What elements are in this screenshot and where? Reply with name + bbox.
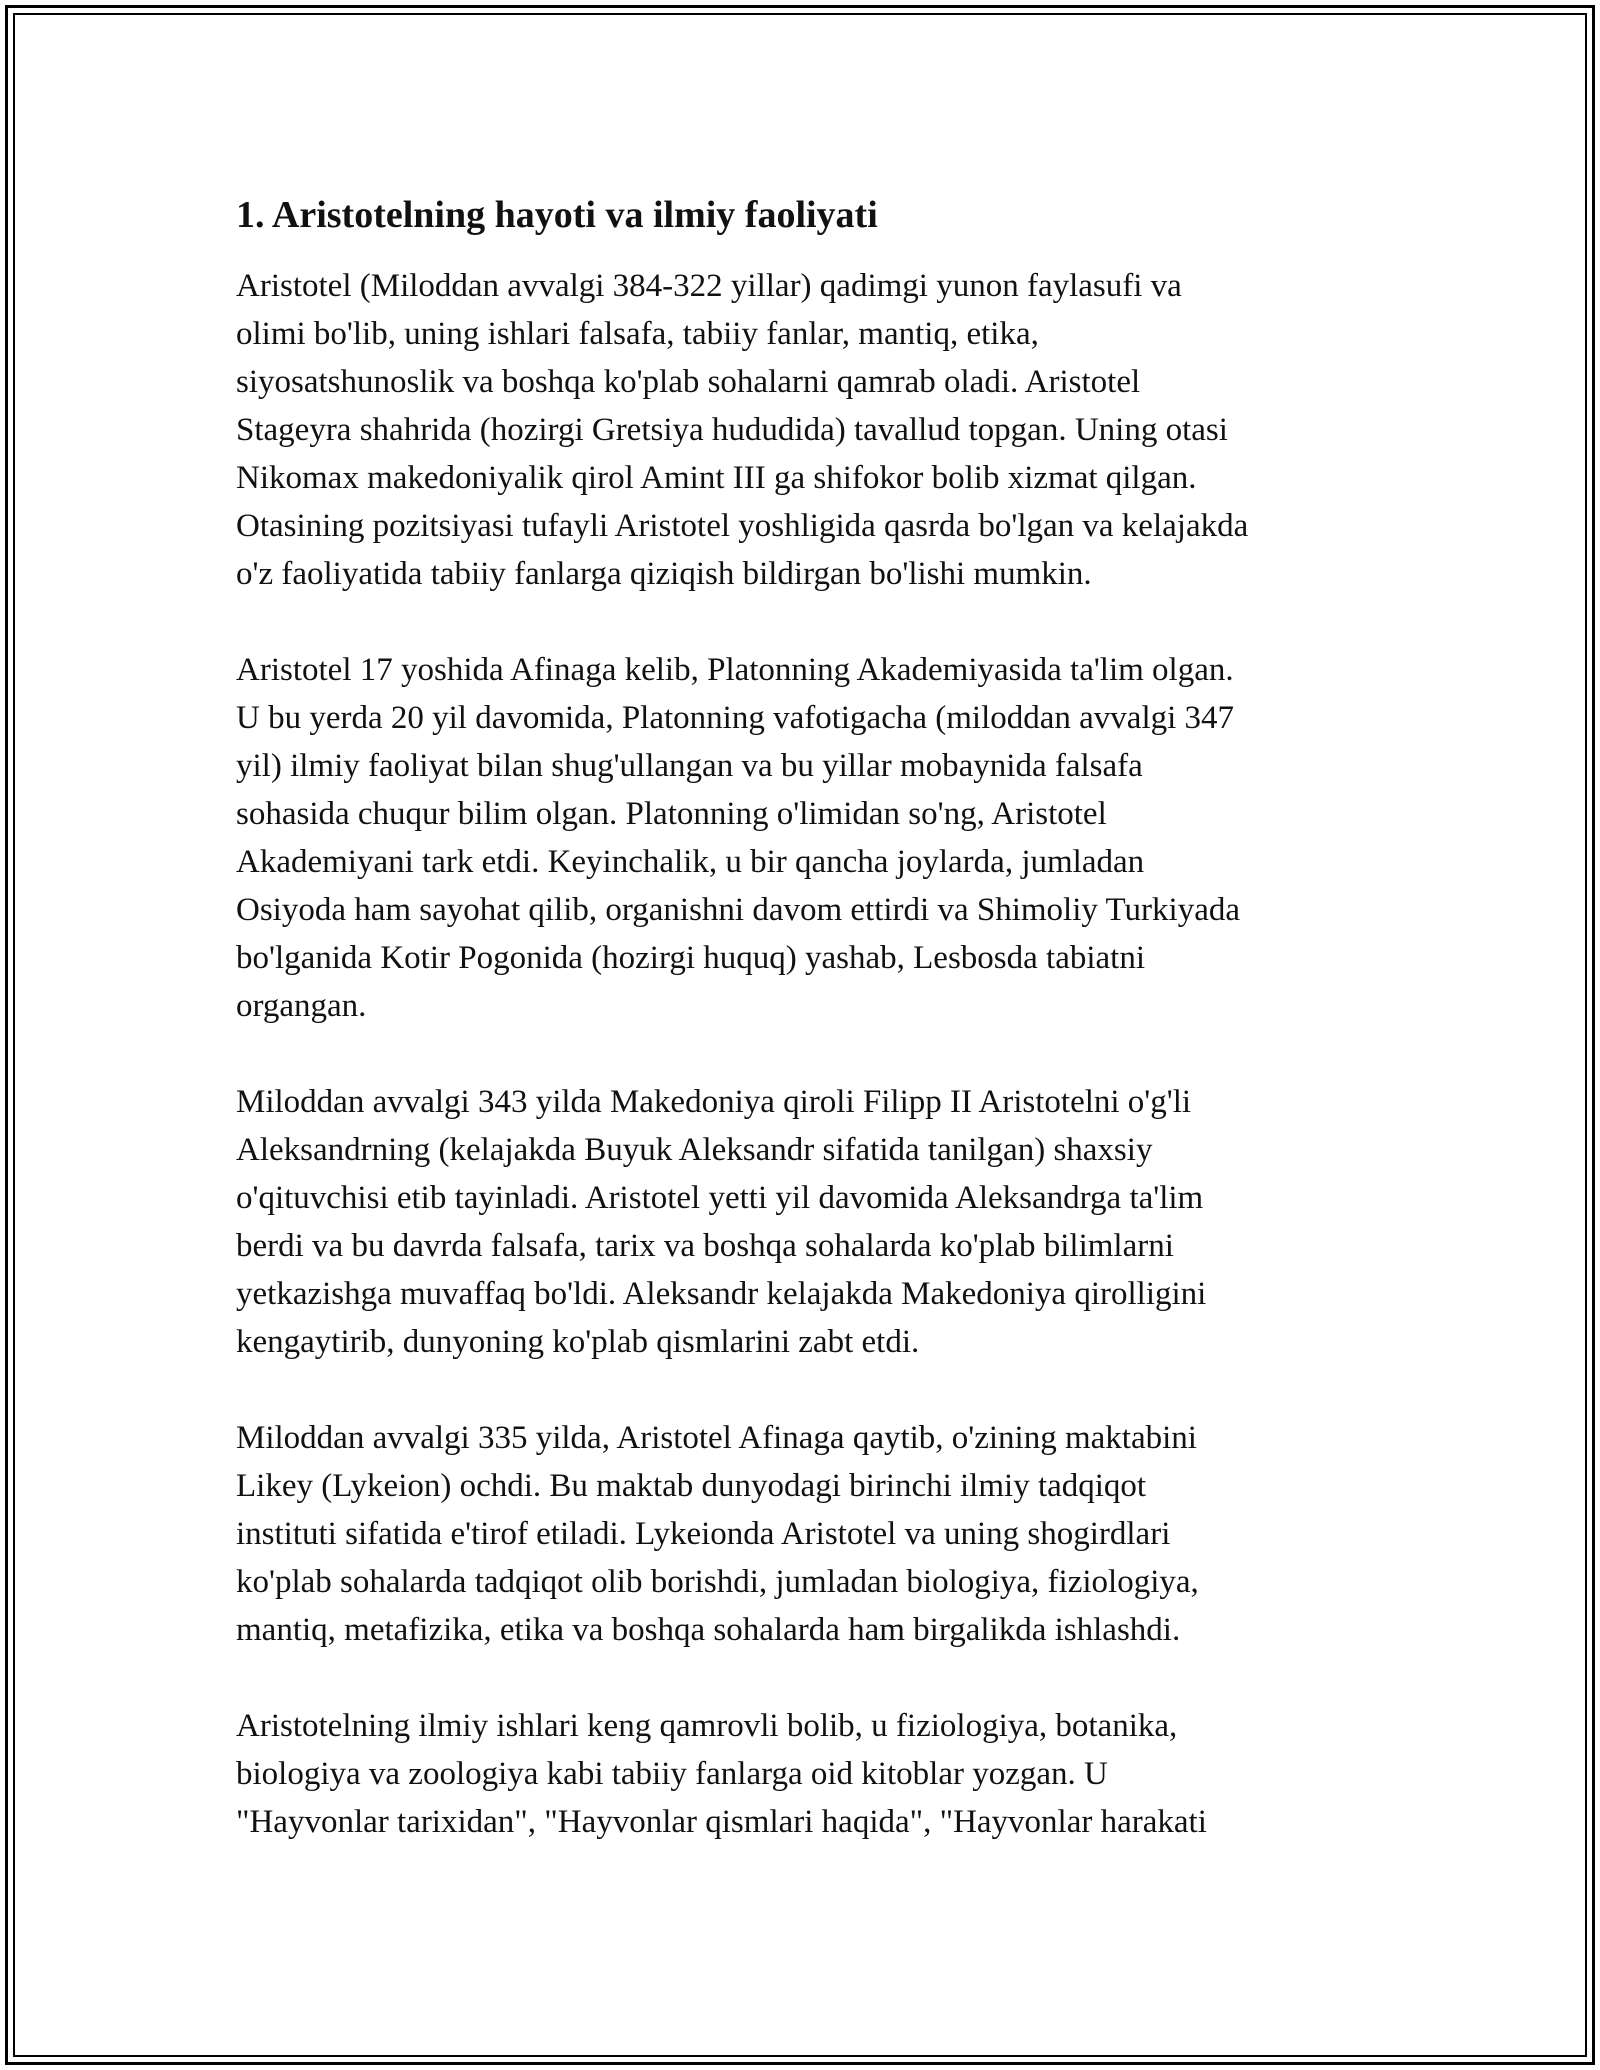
document-body [236, 190, 1376, 1894]
paragraph-1: Aristotel (Miloddan avvalgi 384-322 yillar) qadimgi yunon faylasufi va olimi bo'lib, uning ishlari falsafa, tabiiy fanlar, mantiq, etika, siyosatshunoslik va boshqa ko'plab sohalarni qamrab oladi. Aristotel Stageyra shahrida (hozirgi Gretsiya hududida) tavallud topgan. Uning otasi Nikomax makedoniyalik qirol Amint III ga shifokor bolib xizmat qilgan. Otasining pozitsiyasi tufayli Aristotel yoshligida qasrda bo'lgan va kelajakda o'z faoliyatida tabiiy fanlarga qiziqish bildirgan bo'lishi mumkin. [236, 268, 1249, 592]
paragraph-3: Miloddan avvalgi 343 yilda Makedoniya qiroli Filipp II Aristotelni o'g'li Aleksandrning (kelajakda Buyuk Aleksandr sifatida tanilgan) shaxsiy o'qituvchisi etib tayinladi. Aristotel yetti yil davomida Aleksandrga ta'lim berdi va bu davrda falsafa, tarix va boshqa sohalarda ko'plab bilimlarni yetkazishga muvaffaq bo'ldi. Aleksandr kelajakda Makedoniya qirolligini kengaytirib, dunyoning ko'plab qismlarini zabt etdi. [236, 1084, 1207, 1360]
paragraph-5: Aristotelning ilmiy ishlari keng qamrovli bolib, u fiziologiya, botanika, biologiya va zoologiya kabi tabiiy fanlarga oid kitoblar yozgan. U "Hayvonlar tarixidan", "Hayvonlar qismlari haqida", "Hayvonlar harakati [236, 1708, 1207, 1840]
paragraph-2: Aristotel 17 yoshida Afinaga kelib, Platonning Akademiyasida ta'lim olgan. U bu yerda 20 yil davomida, Platonning vafotigacha (miloddan avvalgi 347 yil) ilmiy faoliyat bilan shug'ullangan va bu yillar mobaynida falsafa sohasida chuqur bilim olgan. Platonning o'limidan so'ng, Aristotel Akademiyani tark etdi. Keyinchalik, u bir qancha joylarda, jumladan Osiyoda ham sayohat qilib, organishni davom ettirdi va Shimoliy Turkiyada bo'lganida Kotir Pogonida (hozirgi huquq) yashab, Lesbosda tabiatni organgan. [236, 652, 1240, 1024]
section-heading: 1. Aristotelning hayoti va ilmiy faoliyati [236, 194, 878, 236]
paragraph-4: Miloddan avvalgi 335 yilda, Aristotel Afinaga qaytib, o'zining maktabini Likey (Lykeion) ochdi. Bu maktab dunyodagi birinchi ilmiy tadqiqot instituti sifatida e'tirof etiladi. Lykeionda Aristotel va uning shogirdlari ko'plab sohalarda tadqiqot olib borishdi, jumladan biologiya, fiziologiya, mantiq, metafizika, etika va boshqa sohalarda ham birgalikda ishlashdi. [236, 1420, 1199, 1648]
